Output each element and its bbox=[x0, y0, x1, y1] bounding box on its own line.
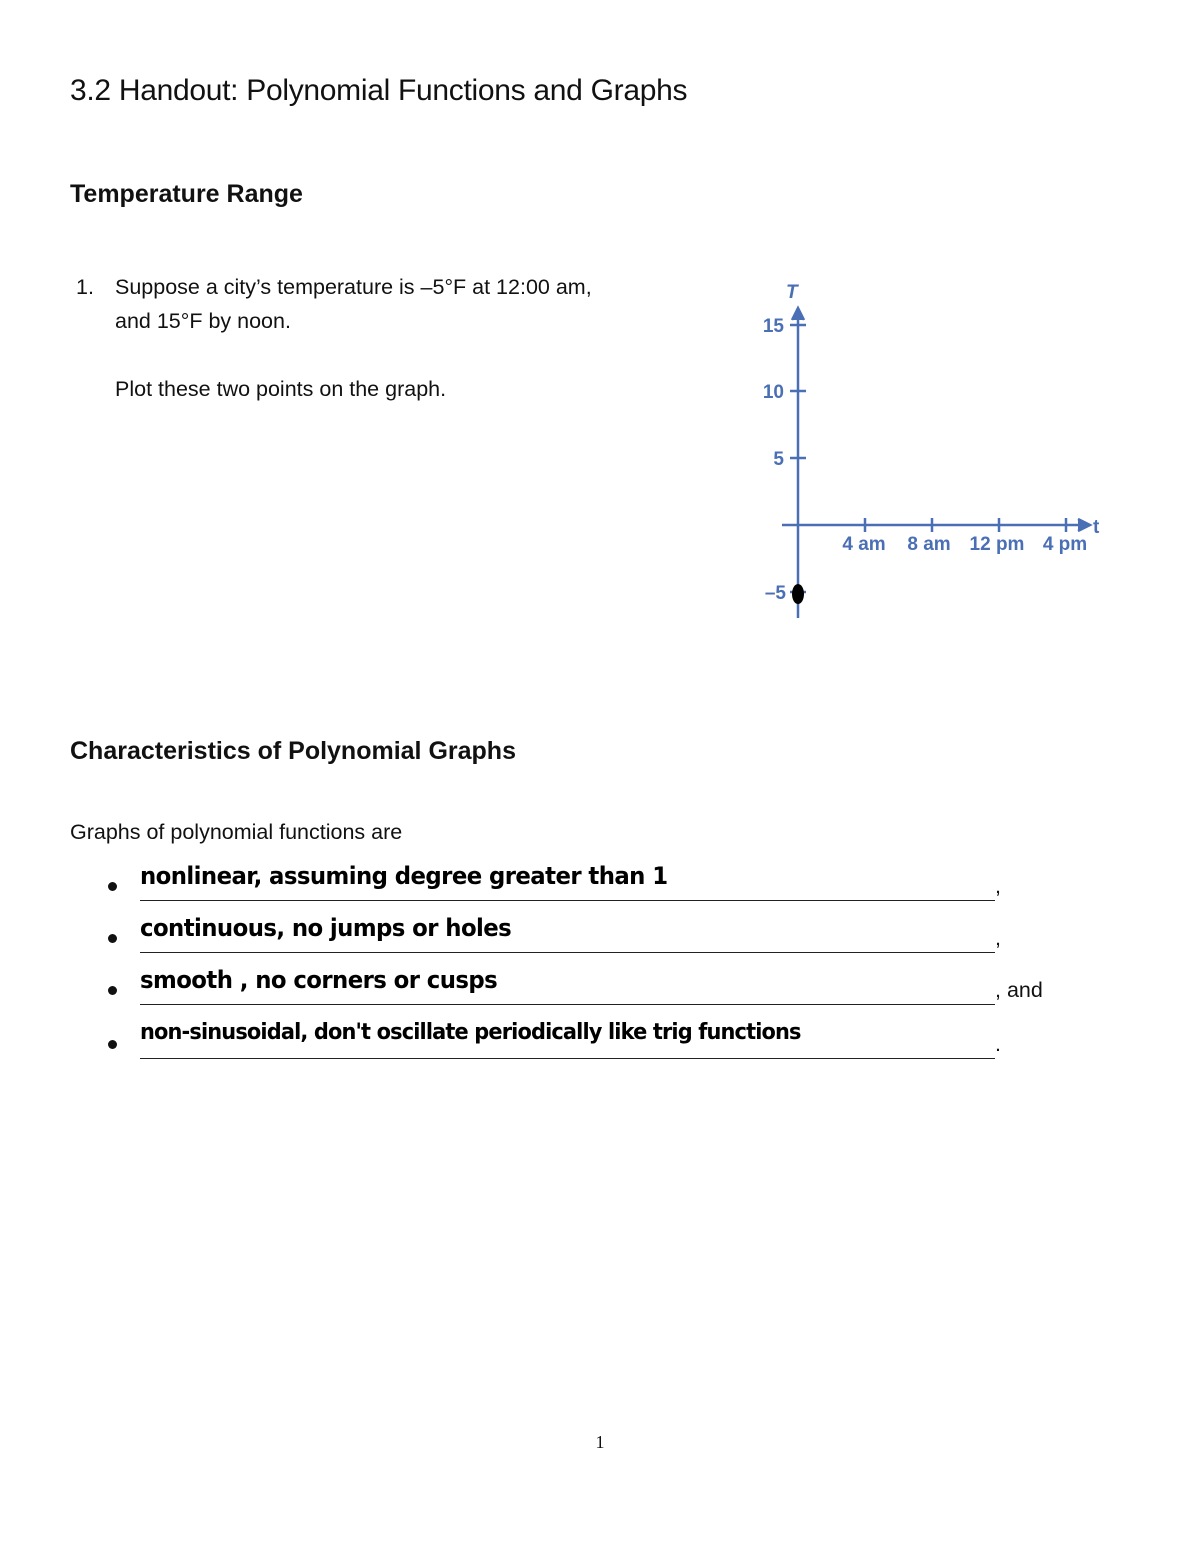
x-tick-label-4am: 4 am bbox=[842, 534, 886, 555]
question-number: 1. bbox=[76, 275, 94, 299]
y-axis-arrow bbox=[792, 308, 804, 320]
temperature-graph[interactable] bbox=[750, 270, 1120, 630]
answer-suffix: , bbox=[995, 926, 1001, 950]
x-tick-label-4pm: 4 pm bbox=[1042, 534, 1088, 555]
x-axis-label: t bbox=[1093, 517, 1100, 538]
y-tick-label-15: 15 bbox=[762, 316, 784, 337]
plotted-point-midnight bbox=[792, 584, 804, 604]
handwritten-answer: smooth , no corners or cusps bbox=[140, 966, 498, 994]
y-tick-label-10: 10 bbox=[762, 382, 784, 403]
section-heading-characteristics: Characteristics of Polynomial Graphs bbox=[70, 737, 516, 765]
page-title: 3.2 Handout: Polynomial Functions and Graphs bbox=[70, 74, 688, 107]
answer-suffix: , bbox=[995, 874, 1001, 898]
x-tick-label-12pm: 12 pm bbox=[969, 534, 1025, 555]
answer-suffix: , and bbox=[995, 978, 1043, 1002]
y-tick-label-neg5: –5 bbox=[764, 583, 786, 604]
handwritten-answer: non-sinusoidal, don't oscillate periodically like trig functions bbox=[140, 1020, 801, 1045]
y-axis-label: T bbox=[786, 282, 798, 303]
bullet-icon bbox=[108, 986, 117, 995]
section-heading-temperature: Temperature Range bbox=[70, 180, 303, 208]
bullet-icon bbox=[108, 882, 117, 891]
x-axis-arrow bbox=[1078, 519, 1090, 531]
x-tick-label-8am: 8 am bbox=[907, 534, 951, 555]
bullet-icon bbox=[108, 934, 117, 943]
bullet-icon bbox=[108, 1040, 117, 1049]
y-tick-label-5: 5 bbox=[773, 449, 784, 470]
question-line-2: and 15°F by noon. bbox=[115, 309, 291, 333]
question-instruction: Plot these two points on the graph. bbox=[115, 377, 447, 401]
intro-text: Graphs of polynomial functions are bbox=[70, 820, 403, 844]
question-line-1: Suppose a city’s temperature is –5°F at 12:00 am, bbox=[115, 275, 592, 299]
handwritten-answer: nonlinear, assuming degree greater than 1 bbox=[140, 862, 668, 890]
page-number: 1 bbox=[595, 1432, 605, 1452]
answer-suffix: . bbox=[995, 1032, 1001, 1056]
handwritten-answer: continuous, no jumps or holes bbox=[140, 914, 512, 942]
